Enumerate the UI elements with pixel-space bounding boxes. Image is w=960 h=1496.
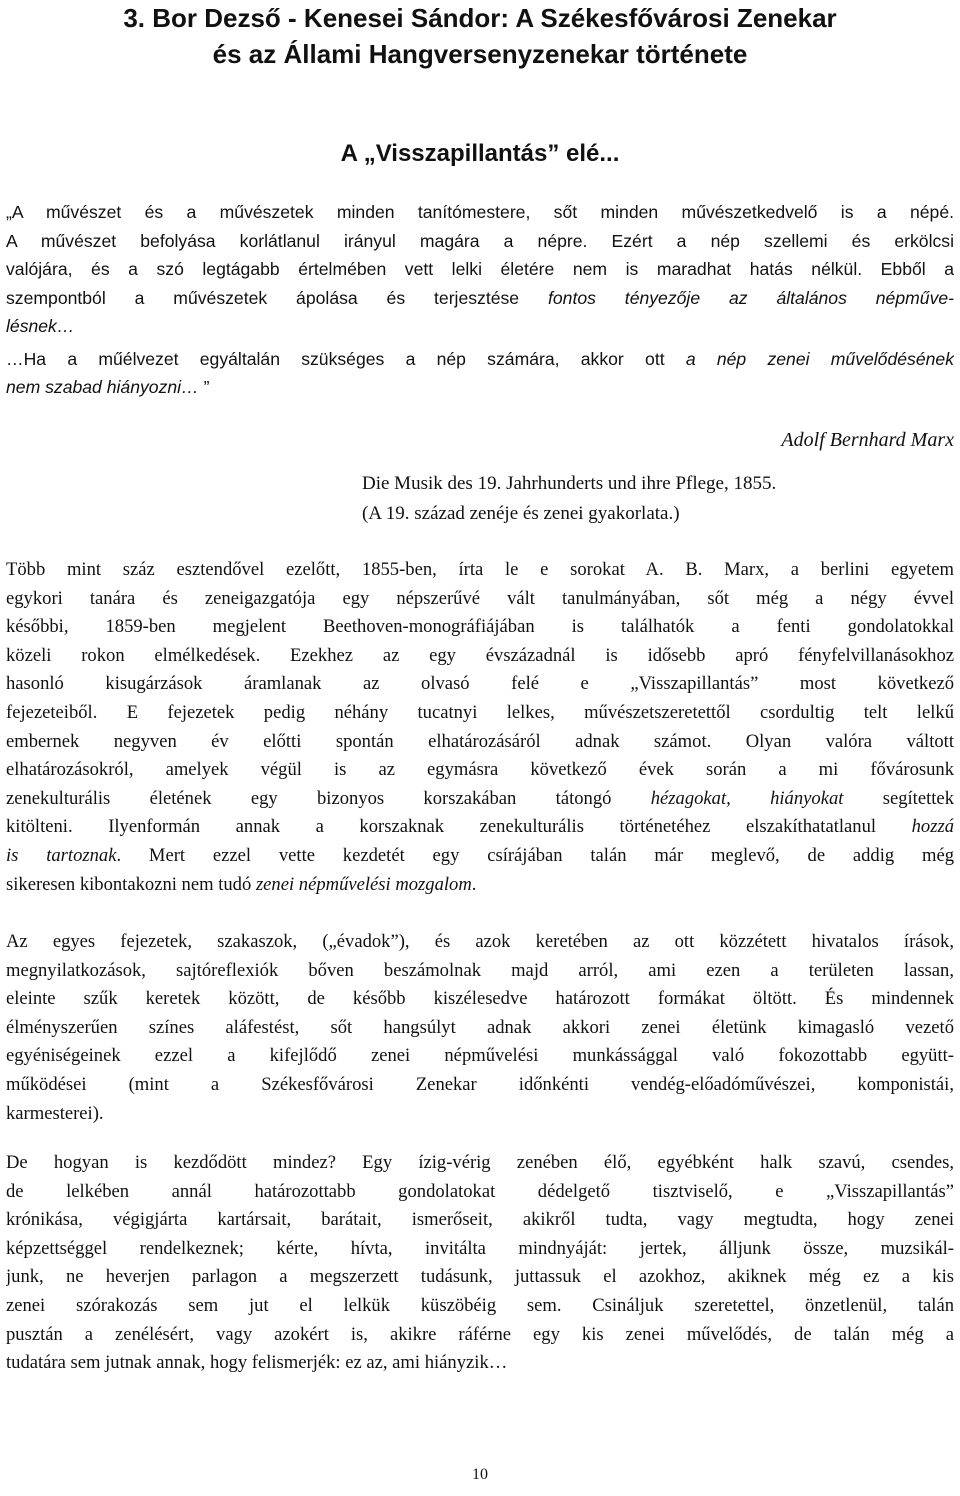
body-text: . Mert ezzel vette kezdetét egy csírájában talán már meglevő, de addig még bbox=[116, 844, 954, 866]
quote-line bbox=[6, 373, 954, 402]
body-line: elhatározásokról, amelyek végül is az egymásra következő évek során a mi fővárosunk bbox=[6, 759, 954, 781]
body-line: működései (mint a Székesfővárosi Zenekar időnkénti vendég-előadóművészei, komponistái, bbox=[6, 1073, 954, 1095]
quote-line bbox=[6, 345, 954, 374]
quote-emphasis: nem szabad hiányozni… bbox=[6, 377, 199, 397]
quote-emphasis: a nép zenei művelődésének bbox=[685, 348, 954, 369]
quote-author: Adolf Bernhard Marx bbox=[781, 429, 954, 451]
body-line bbox=[6, 813, 954, 842]
epigraph-quote bbox=[6, 198, 954, 402]
body-line bbox=[6, 871, 954, 900]
quote-line: valójára, és a szó legtágabb értelmében vett lelki életére nem is maradhat hatás nélkül. Ebből a bbox=[6, 259, 954, 279]
quote-line bbox=[6, 284, 954, 313]
body-emphasis: is tartoznak bbox=[6, 844, 117, 866]
body-line: eleinte szűk keretek között, de később kiszélesedve határozott formákat öltött. És mindennek bbox=[6, 988, 954, 1010]
body-paragraph-1 bbox=[6, 556, 954, 899]
quote-line: lésnek… bbox=[6, 316, 75, 336]
body-line: Több mint száz esztendővel ezelőtt, 1855-ben, írta le e sorokat A. B. Marx, a berlini egyetem bbox=[6, 559, 954, 580]
chapter-title bbox=[0, 0, 960, 72]
chapter-title-line-1: 3. Bor Dezső - Kenesei Sándor: A Székesfővárosi Zenekar bbox=[123, 3, 837, 33]
body-line: karmesterei). bbox=[6, 1102, 104, 1124]
body-line: fejezeteiből. E fejezetek pedig néhány tucatnyi lelkes, művészetszeretettől csordultig telt lelkű bbox=[6, 701, 954, 723]
quote-text: szempontból a művészetek ápolása és terjesztése bbox=[6, 287, 520, 308]
body-line: megnyilatkozások, sajtóreflexiók bőven beszámolnak majd arról, ami ezen a területen lassan, bbox=[6, 959, 954, 981]
body-paragraph-3 bbox=[6, 1149, 954, 1378]
body-text: segítettek bbox=[882, 787, 954, 809]
body-line bbox=[6, 842, 954, 871]
chapter-title-line-2: és az Állami Hangversenyzenekar története bbox=[212, 39, 748, 69]
body-paragraph-2 bbox=[6, 928, 954, 1128]
quote-line: A művészet befolyása korlátlanul irányul magára a népre. Ezért a nép szellemi és erkölcsi bbox=[6, 230, 954, 251]
body-line: közeli rokon elmélkedések. Ezekhez az egy évszázadnál is idősebb apró fényfelvillanásokhoz bbox=[6, 644, 954, 666]
body-line: de lelkében annál határozottabb gondolatokat dédelgető tisztviselő, e „Visszapillantás” bbox=[6, 1180, 954, 1202]
body-emphasis: hozzá bbox=[911, 816, 954, 838]
quote-line: „A művészet és a művészetek minden tanítómestere, sőt minden művészetkedvelő is a népé. bbox=[6, 202, 954, 222]
body-emphasis: zenei népművelési mozgalom bbox=[255, 873, 472, 895]
body-line: krónikása, végigjárta kartársait, barátait, ismerőseit, akikről tudta, vagy megtudta, hogy zenei bbox=[6, 1209, 954, 1231]
body-line: embernek negyven év előtti spontán elhatározásáról adnak számot. Olyan valóra váltott bbox=[6, 730, 954, 752]
body-line: egyéniségeinek ezzel a kifejlődő zenei népművelési munkássággal való fokozottabb együtt- bbox=[6, 1045, 954, 1067]
body-line: Az egyes fejezetek, szakaszok, („évadok”), és azok keretében az ott közzétett hivatalos írások, bbox=[6, 931, 954, 952]
body-emphasis: hézagokat, hiányokat bbox=[650, 787, 844, 809]
quote-source-translation: (A 19. század zenéje és zenei gyakorlata.) bbox=[362, 503, 680, 524]
body-line: tudatára sem jutnak annak, hogy felismerjék: ez az, ami hiányzik… bbox=[6, 1352, 508, 1374]
section-subheading: A „Visszapillantás” elé... bbox=[340, 140, 620, 167]
quote-source: Die Musik des 19. Jahrhunderts und ihre Pflege, 1855. bbox=[362, 473, 777, 494]
quote-close-mark: ” bbox=[203, 377, 210, 397]
page-number: 10 bbox=[472, 1466, 488, 1483]
body-text: sikeresen kibontakozni nem tudó bbox=[6, 873, 252, 895]
body-line: képzettséggel rendelkeznek; kérte, hívta, invitálta mindnyáját: jertek, álljunk össze, muzsikál- bbox=[6, 1237, 954, 1259]
quote-text: …Ha a műélvezet egyáltalán szükséges a nép számára, akkor ott bbox=[6, 348, 665, 369]
body-line bbox=[6, 785, 954, 814]
body-text: . bbox=[471, 873, 477, 895]
body-text: zenekulturális életének egy bizonyos korszakában tátongó bbox=[6, 787, 612, 809]
body-line: junk, ne heverjen parlagon a megszerzett tudásunk, juttassuk el azokhoz, akiknek még ez a kis bbox=[6, 1266, 954, 1288]
body-line: élményszerűen színes aláfestést, sőt hangsúlyt adnak akkori zenei életünk kimagasló vezető bbox=[6, 1016, 954, 1038]
body-text: kitölteni. Ilyenformán annak a korszaknak zenekulturális történetéhez elszakíthatatlanul bbox=[6, 816, 877, 838]
body-line: pusztán a zenélésért, vagy azokért is, akikre ráférne egy kis zenei művelődés, de talán még a bbox=[6, 1323, 954, 1345]
body-line: későbbi, 1859-ben megjelent Beethoven-monográfiájában is találhatók a fenti gondolatokkal bbox=[6, 616, 954, 638]
body-line: hasonló kisugárzások áramlanak az olvasó felé e „Visszapillantás” most következő bbox=[6, 673, 954, 695]
body-line: egykori tanára és zeneigazgatója egy népszerűvé vált tanulmányában, sőt még a négy évvel bbox=[6, 587, 954, 609]
body-line: De hogyan is kezdődött mindez? Egy ízig-vérig zenében élő, egyébként halk szavú, csendes, bbox=[6, 1152, 954, 1173]
body-line: zenei szórakozás sem jut el lelkük küszöbéig sem. Csináljuk szeretettel, önzetlenül, talán bbox=[6, 1294, 954, 1316]
quote-emphasis: fontos tényezője az általános népműve- bbox=[548, 287, 954, 308]
